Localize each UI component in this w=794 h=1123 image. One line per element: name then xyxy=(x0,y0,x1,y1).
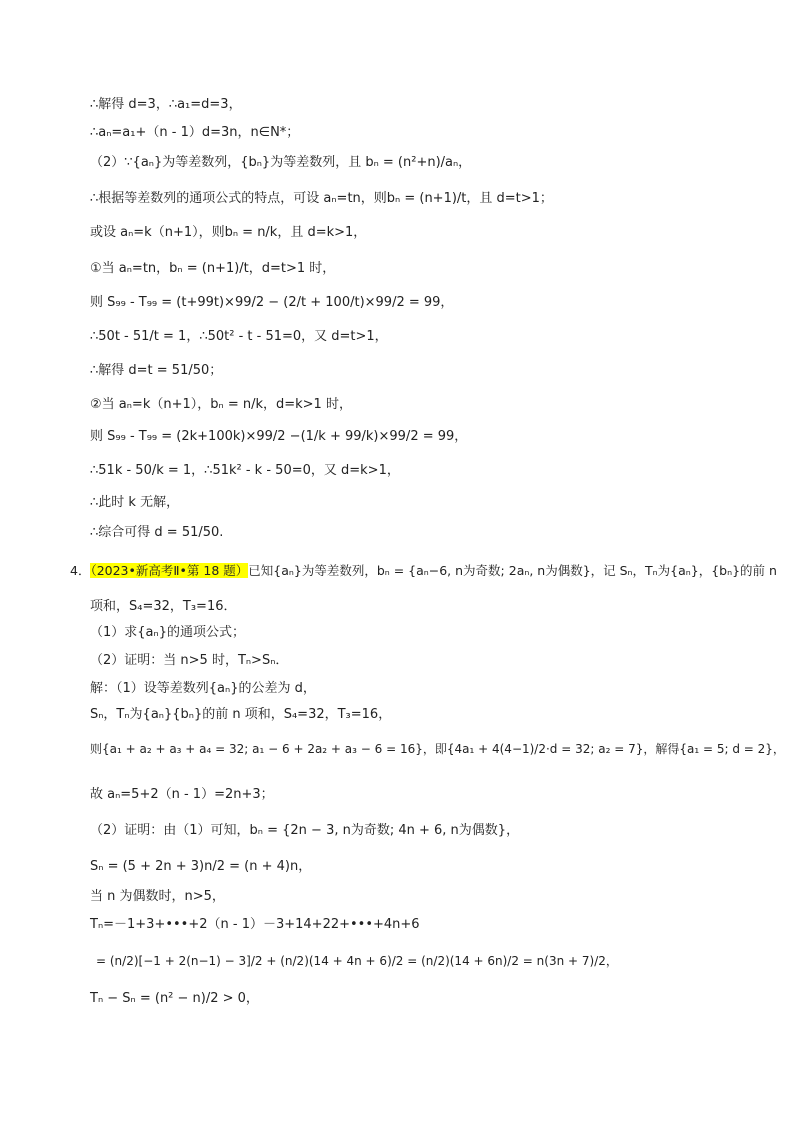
text-line-9: ∴解得 d=t = 51/50； xyxy=(90,363,223,378)
text-line-1: ∴解得 d=3，∴a₁=d=3， xyxy=(90,97,242,112)
text-line-25: 当 n 为偶数时，n>5， xyxy=(90,889,225,904)
text-line-16: 项和，S₄=32，T₃=16． xyxy=(90,599,237,614)
text-line-14: ∴综合可得 d = 51/50. xyxy=(90,525,224,540)
text-line-8: ∴50t - 51/t = 1，∴50t² - t - 51=0，又 d=t>1， xyxy=(90,329,388,344)
text-line-28: Tₙ − Sₙ = (n² − n)/2 > 0， xyxy=(90,991,259,1006)
text-line-26: Tₙ=－1+3+•••+2（n - 1）－3+14+22+•••+4n+6 xyxy=(90,917,420,932)
text-line-19: 解：（1）设等差数列{aₙ}的公差为 d， xyxy=(90,681,316,696)
text-line-20: Sₙ，Tₙ为{aₙ}{bₙ}的前 n 项和，S₄=32，T₃=16， xyxy=(90,707,392,722)
text-line-13: ∴此时 k 无解， xyxy=(90,495,180,510)
text-line-5: 或设 aₙ=k（n+1），则bₙ = n/k，且 d=k>1， xyxy=(90,225,367,240)
text-line-6: ①当 aₙ=tn，bₙ = (n+1)/t，d=t>1 时， xyxy=(90,261,336,276)
text-line-7: 则 S₉₉ - T₉₉ = (t+99t)×99/2 − (2/t + 100/t)×99/2 = 99， xyxy=(90,295,454,310)
text-line-27: = (n/2)[−1 + 2(n−1) − 3]/2 + (n/2)(14 + 4n + 6)/2 = (n/2)(14 + 6n)/2 = n(3n + 7)/2， xyxy=(96,954,618,968)
text-line-21: 则{a₁ + a₂ + a₃ + a₄ = 32; a₁ − 6 + 2a₂ + a₃ − 6 = 16}，即{4a₁ + 4(4−1)/2·d = 32; a₂ = 7}，解得{a₁ = 5; d = 2}， xyxy=(90,742,785,756)
text-line-4: ∴根据等差数列的通项公式的特点，可设 aₙ=tn，则bₙ = (n+1)/t，且 d=t>1； xyxy=(90,191,553,206)
text-line-22: 故 aₙ=5+2（n - 1）=2n+3； xyxy=(90,787,274,802)
text-line-24: Sₙ = (5 + 2n + 3)n/2 = (n + 4)n， xyxy=(90,859,312,874)
text-line-12: ∴51k - 50/k = 1，∴51k² - k - 50=0，又 d=k>1， xyxy=(90,463,400,478)
source-highlight: （2023•新高考Ⅱ•第 18 题） xyxy=(90,563,249,578)
text-line-2: ∴aₙ=a₁+（n - 1）d=3n，n∈N*； xyxy=(90,125,300,140)
text-line-10: ②当 aₙ=k（n+1），bₙ = n/k，d=k>1 时， xyxy=(90,397,352,412)
text-line-18: （2）证明：当 n>5 时，Tₙ>Sₙ． xyxy=(90,653,289,668)
text-line-3: （2）∵{aₙ}为等差数列，{bₙ}为等差数列，且 bₙ = (n²+n)/aₙ， xyxy=(90,155,472,170)
text-line-17: （1）求{aₙ}的通项公式； xyxy=(90,625,245,640)
text-line-23: （2）证明：由（1）可知，bₙ = {2n − 3, n为奇数; 4n + 6, n为偶数}， xyxy=(90,823,520,838)
text-line-11: 则 S₉₉ - T₉₉ = (2k+100k)×99/2 −(1/k + 99/k)×99/2 = 99， xyxy=(90,429,468,444)
problem-4-statement: 4．（2023•新高考Ⅱ•第 18 题）已知{aₙ}为等差数列，bₙ = {aₙ−6, n为奇数; 2aₙ, n为偶数}，记 Sₙ，Tₙ为{aₙ}，{bₙ}的前 n xyxy=(70,563,777,578)
